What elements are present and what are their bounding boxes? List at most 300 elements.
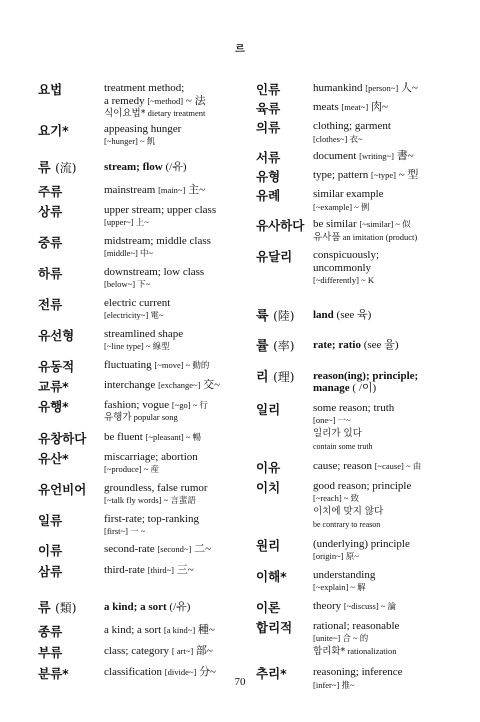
definition-line — [313, 274, 456, 287]
dictionary-entry — [256, 620, 456, 659]
definition-line — [313, 414, 456, 427]
definition-line — [104, 431, 238, 444]
definition-line — [104, 340, 238, 353]
definition-text: ) — [367, 308, 372, 321]
definition-text: ~ 法 — [183, 94, 206, 107]
definition — [313, 620, 456, 659]
definition-text: first-rate; top-ranking — [104, 512, 199, 525]
definition-line — [104, 107, 238, 121]
dictionary-entry — [38, 379, 238, 394]
definition-text: similar example — [313, 188, 384, 200]
definition — [104, 624, 238, 637]
definition-text: 種~ — [195, 623, 215, 636]
definition — [104, 543, 238, 556]
definition-text: [~line type] ~ 線型 — [104, 341, 170, 351]
headword-text: 서류 — [256, 150, 281, 165]
definition-text: [~type] — [371, 170, 396, 180]
headword — [38, 204, 104, 219]
definition-text: appeasing hunger — [104, 122, 182, 135]
definition-text: [~example] ~ 例 — [313, 201, 370, 212]
definition-text: [meat~] — [341, 102, 369, 112]
definition — [313, 538, 456, 563]
definition-line — [104, 645, 238, 658]
headword-text: 교류* — [38, 378, 69, 394]
definition-text: [unite~] 合 ~ 的 — [313, 633, 369, 643]
definition-text: 식이요법* — [104, 108, 146, 119]
headword-text: 중류 — [38, 234, 63, 250]
definition-text: ) — [182, 160, 187, 173]
headword-text: 상류 — [38, 203, 63, 219]
definition-text: 유행가 — [104, 412, 132, 423]
dictionary-entry — [38, 297, 238, 322]
definition — [313, 402, 456, 454]
definition-line — [313, 382, 456, 395]
definition-text: class; category — [104, 644, 172, 657]
definition-line — [104, 204, 238, 217]
dictionary-entry — [38, 451, 238, 476]
definition-text: 합리화* — [313, 645, 346, 657]
definition-text: 分~ — [196, 665, 217, 678]
dictionary-entry — [256, 120, 456, 145]
definition-text: [ art~] — [171, 645, 194, 656]
headword-text: 합리적 — [256, 619, 293, 635]
definition-text: [person~] — [365, 83, 399, 93]
headword-text: 원리 — [256, 537, 281, 553]
definition-line — [104, 235, 238, 248]
headword-text: 하류 — [38, 265, 63, 281]
definition-text: a remedy — [104, 94, 148, 107]
headword — [256, 169, 313, 184]
headword-text: 유언비어 — [38, 481, 87, 497]
definition-line — [313, 518, 456, 532]
dictionary-entry — [256, 538, 456, 563]
definition-line — [313, 645, 456, 659]
headword-text: 요법 — [38, 82, 63, 97]
dictionary-entry — [38, 204, 238, 229]
definition-line — [313, 150, 456, 163]
definition — [104, 161, 238, 174]
headword-text: 일리 — [256, 401, 281, 417]
definition-line — [313, 188, 456, 201]
definition-text: stream; flow — [104, 160, 163, 173]
definition-text: meats — [313, 101, 342, 113]
definition — [104, 399, 238, 425]
definition — [313, 370, 456, 395]
definition-text: [below~] 下~ — [104, 279, 151, 289]
definition-line — [313, 480, 456, 493]
headword — [256, 249, 313, 264]
headword-text: 요기* — [38, 122, 69, 138]
definition — [104, 204, 238, 229]
headword-text: 유선형 — [38, 327, 75, 343]
definition-text: fashion; vogue — [104, 398, 172, 411]
headword-text: 주류 — [38, 183, 63, 199]
definition-text: rationalization — [345, 645, 397, 656]
definition-text: 部~ — [193, 644, 213, 657]
dictionary-entry — [38, 624, 238, 639]
definition-line — [104, 359, 238, 372]
headword — [38, 624, 104, 639]
definition-text: contain some truth — [313, 442, 373, 451]
definition-text: mainstream — [104, 183, 159, 196]
definition-text: [~talk fly words] ~ 言蜚語 — [104, 495, 196, 505]
headword — [38, 184, 104, 199]
dictionary-entry — [38, 235, 238, 260]
headword — [38, 359, 104, 374]
headword — [256, 460, 313, 475]
headword-text: 종류 — [38, 623, 63, 639]
definition-text: [exchange~] — [158, 379, 201, 390]
dictionary-entry — [256, 249, 456, 287]
definition-text: theory — [313, 599, 344, 612]
definition-line — [313, 231, 456, 245]
dictionary-entry — [256, 600, 456, 615]
definition-line — [104, 482, 238, 495]
definition — [313, 480, 456, 532]
headword-text: 이치 — [256, 479, 281, 495]
headword-hanja: (類) — [55, 600, 77, 615]
definition-line — [313, 82, 456, 95]
definition-text: humankind — [313, 82, 366, 94]
definition-line — [313, 505, 456, 519]
definition-text: [second~] — [157, 543, 192, 554]
headword — [38, 123, 104, 138]
headword-text: 부류 — [38, 644, 63, 660]
definition — [104, 184, 238, 197]
definition-text: be similar — [313, 218, 360, 230]
definition-text: 유 — [172, 160, 183, 173]
definition-text: an imitation (product) — [340, 231, 418, 242]
definition-text: (underlying) principle — [313, 537, 410, 550]
definition-line — [104, 624, 238, 637]
definition-text: [third~] — [147, 564, 175, 575]
headword-text: 이해* — [256, 568, 287, 584]
headword — [38, 645, 104, 660]
definition-line — [313, 581, 456, 594]
dictionary-entry — [256, 82, 456, 97]
definition-text: cause; reason — [313, 459, 375, 472]
definition — [104, 451, 238, 476]
definition-text: [origin~] 原~ — [313, 551, 359, 561]
definition-text: 交~ — [200, 378, 221, 391]
definition-line — [313, 201, 456, 214]
section-heading — [256, 339, 456, 354]
headword — [256, 569, 313, 584]
definition-text: [~method] — [147, 95, 184, 106]
definition-line — [313, 339, 456, 352]
left-column — [38, 82, 238, 681]
dictionary-entry — [256, 218, 456, 244]
headword-text: 유례 — [256, 188, 281, 203]
definition-line — [104, 278, 238, 291]
definition-line — [313, 169, 456, 182]
definition — [104, 513, 238, 538]
definition-line — [104, 451, 238, 464]
headword — [38, 82, 104, 97]
definition-text: [infer~] 推~ — [313, 679, 355, 690]
definition-line — [104, 123, 238, 136]
definition-line — [104, 184, 238, 197]
definition-text: electric current — [104, 296, 171, 309]
definition — [104, 266, 238, 291]
headword-text: 리 — [256, 369, 269, 385]
definition-text: downstream; low class — [104, 265, 205, 278]
headword-text: 삼류 — [38, 563, 63, 579]
dictionary-entry — [38, 328, 238, 353]
dictionary-entry — [38, 482, 238, 507]
definition — [313, 120, 456, 145]
headword-text: 유동적 — [38, 358, 75, 374]
definition-text: ) — [394, 338, 399, 351]
definition-line — [104, 543, 238, 556]
definition-text: ) — [186, 600, 191, 613]
headword-text: 유행* — [38, 398, 69, 414]
headword — [38, 513, 104, 528]
definition-text: classification — [104, 665, 165, 678]
headword — [256, 218, 313, 233]
definition-line — [104, 411, 238, 425]
definition-text: [~explain] ~ 解 — [313, 582, 366, 592]
headword — [38, 379, 104, 394]
headword-text: 륙 — [256, 308, 269, 324]
headword-text: 인류 — [256, 82, 281, 97]
headword — [38, 543, 104, 558]
definition-line — [313, 492, 456, 505]
definition — [104, 482, 238, 507]
headword — [38, 564, 104, 579]
definition-text: [~cause] ~ 由 — [374, 460, 422, 471]
definition-line — [313, 370, 456, 383]
definition-text: 이치에 맞지 않다 — [313, 505, 384, 517]
definition — [104, 297, 238, 322]
definition-line — [104, 216, 238, 229]
headword — [256, 82, 313, 97]
definition-text: 율 — [384, 338, 395, 351]
headword — [256, 188, 313, 203]
definition-line — [313, 538, 456, 551]
dictionary-entry — [256, 188, 456, 213]
headword-text: 유형 — [256, 169, 281, 184]
headword-hanja: (陸) — [273, 308, 295, 323]
headword-hanja: (率) — [273, 338, 295, 353]
headword — [256, 101, 313, 116]
section-heading — [38, 161, 238, 176]
definition-text: [~reach] ~ 致 — [313, 493, 360, 503]
definition-line — [313, 569, 456, 582]
definition-text: (see — [360, 338, 385, 351]
headword — [256, 339, 313, 354]
headword — [256, 150, 313, 165]
headword — [256, 600, 313, 615]
headword-text: 일류 — [38, 512, 63, 528]
dictionary-entry — [256, 150, 456, 165]
definition — [313, 249, 456, 287]
definition-text: third-rate — [104, 563, 148, 576]
definition-text: rational; reasonable — [313, 619, 400, 632]
dictionary-entry — [256, 480, 456, 532]
definition-line — [104, 328, 238, 341]
definition-text: fluctuating — [104, 358, 155, 371]
headword-text: 유사하다 — [256, 218, 305, 233]
section-heading — [38, 601, 238, 616]
definition-text: understanding — [313, 568, 376, 581]
definition-line — [313, 101, 456, 114]
definition — [104, 235, 238, 260]
definition-text: [upper~] 上~ — [104, 217, 149, 227]
definition-text: 육 — [357, 308, 368, 321]
definition-line — [104, 135, 238, 148]
definition-text: 書~ — [393, 150, 414, 162]
headword — [256, 480, 313, 495]
definition-text: 二~ — [191, 542, 212, 555]
definition-text: [~hunger] ~ 飢 — [104, 136, 156, 146]
page-header: 르 — [235, 44, 245, 55]
definition-text: uncommonly — [313, 261, 372, 274]
definition — [313, 101, 456, 114]
dictionary-entry — [256, 169, 456, 184]
definition-text: ( / — [349, 382, 362, 394]
definition-line — [313, 550, 456, 563]
definition-text: [~similar] ~ 似 — [359, 219, 411, 229]
definition-line — [313, 427, 456, 441]
headword — [256, 120, 313, 135]
definition-text: interchange — [104, 378, 159, 391]
headword — [38, 482, 104, 497]
definition-text: [~differently] ~ K — [313, 275, 374, 285]
headword-text: 전류 — [38, 296, 63, 312]
definition — [313, 218, 456, 244]
definition — [104, 564, 238, 577]
definition — [104, 359, 238, 372]
definition-text: miscarriage; abortion — [104, 450, 198, 463]
headword-text: 이류 — [38, 542, 63, 558]
headword — [256, 538, 313, 553]
definition-line — [104, 297, 238, 310]
definition-text: 일리가 있다 — [313, 427, 362, 439]
definition-text: (/ — [166, 600, 177, 613]
dictionary-entry — [38, 82, 238, 121]
definition-text: streamlined shape — [104, 327, 184, 340]
definition-text: ~ 型 — [395, 169, 419, 181]
definition-text: [divide~] — [164, 666, 197, 677]
definition-text: (/ — [162, 160, 173, 173]
dictionary-entry — [256, 101, 456, 116]
definition — [313, 460, 456, 473]
headword-text: 이론 — [256, 599, 281, 615]
dictionary-entry — [38, 359, 238, 374]
definition-text: [middle~] 中~ — [104, 248, 154, 258]
definition-text: [electricity~] 電~ — [104, 310, 164, 320]
headword — [256, 620, 313, 635]
definition-text: a kind; a sort — [104, 600, 167, 613]
definition-line — [104, 309, 238, 322]
dictionary-entry — [256, 402, 456, 454]
definition-text: [a kind~] — [163, 624, 196, 635]
definition-line — [104, 82, 238, 95]
definition — [104, 645, 238, 658]
definition — [313, 150, 456, 163]
definition — [313, 82, 456, 95]
definition-line — [313, 120, 456, 133]
definition — [313, 339, 456, 352]
definition — [104, 431, 238, 444]
definition-text: conspicuously; — [313, 249, 379, 261]
definition-text: land — [313, 308, 334, 321]
definition-text: treatment method; — [104, 82, 185, 94]
dictionary-entry — [38, 184, 238, 199]
definition-line — [104, 494, 238, 507]
headword-text: 분류* — [38, 665, 69, 681]
headword — [38, 161, 104, 176]
definition-line — [313, 460, 456, 473]
definition-line — [313, 620, 456, 633]
headword-text: 유창하다 — [38, 430, 87, 446]
definition-text: clothing; garment — [313, 120, 391, 132]
headword — [38, 235, 104, 250]
definition — [313, 188, 456, 213]
headword-text: 의류 — [256, 120, 281, 135]
definition-line — [313, 262, 456, 275]
definition-text: document — [313, 150, 360, 162]
headword — [256, 402, 313, 417]
definition-text: 유 — [176, 600, 187, 613]
definition-text: (see — [333, 308, 358, 321]
definition-text: type; pattern — [313, 169, 372, 181]
definition-text: ) — [372, 382, 377, 394]
definition-text: [~go] ~ 行 — [171, 399, 208, 410]
headword — [38, 328, 104, 343]
definition-text: [~pleasant] ~ 暢 — [145, 431, 202, 442]
definition-text: rate; ratio — [313, 338, 361, 351]
dictionary-entry — [256, 569, 456, 594]
definition-text: [clothes~] 衣~ — [313, 133, 363, 144]
definition-text: good reason; principle — [313, 479, 412, 492]
definition — [313, 600, 456, 613]
headword — [38, 431, 104, 446]
dictionary-entry — [38, 645, 238, 660]
definition-text: second-rate — [104, 542, 158, 555]
headword-text: 률 — [256, 338, 269, 354]
definition-line — [313, 402, 456, 415]
headword-text: 육류 — [256, 101, 281, 116]
section-heading — [256, 309, 456, 324]
definition — [104, 328, 238, 353]
definition-text: [~produce] ~ 産 — [104, 464, 159, 474]
headword-text: 유달리 — [256, 249, 293, 264]
dictionary-entry — [38, 431, 238, 446]
definition-text: dietary treatment — [145, 108, 206, 118]
definition-line — [313, 440, 456, 454]
headword — [256, 370, 313, 385]
definition-line — [104, 379, 238, 392]
definition — [104, 82, 238, 121]
definition-text: reason(ing); principle; — [313, 369, 419, 382]
headword — [38, 601, 104, 616]
definition — [313, 169, 456, 182]
headword-text: 유산* — [38, 450, 69, 466]
definition-line — [104, 513, 238, 526]
definition-text: 三~ — [174, 563, 194, 576]
headword — [38, 266, 104, 281]
definition-line — [104, 525, 238, 538]
definition-line — [313, 309, 456, 322]
definition-line — [313, 218, 456, 231]
definition-line — [104, 95, 238, 108]
headword — [38, 297, 104, 312]
definition-text: [~discuss] ~ 論 — [343, 600, 397, 611]
page-number: 70 — [234, 676, 246, 688]
definition — [313, 309, 456, 322]
